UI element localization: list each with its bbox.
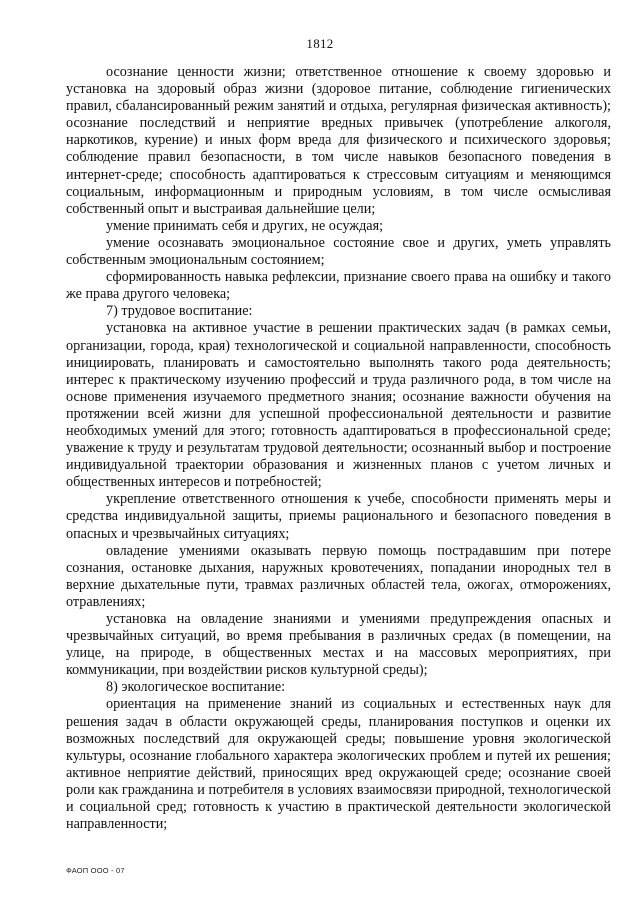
paragraph-responsible-study: укрепление ответственного отношения к учебе, способности применять меры и средства индивидуальной защиты, приемы рационального и безопасного поведения в опасных и чрезвычайных ситуациях; xyxy=(66,491,611,542)
paragraph-ecological-orientation: ориентация на применение знаний из социальных и естественных наук для решения задач в области окружающей среды, планирования поступков и оценки их возможных последствий для окружающей среды; повышение уровня экологической культуры, осознание глобального характера экологических проблем и путей их решения; активное неприятие действий, приносящих вред окружающей среде; осознание своей роли как гражданина и потребителя в условиях взаимосвязи природной, технологической и социальной сред; готовность к участию в практической деятельности экологической направленности; xyxy=(66,696,611,833)
paragraph-practical-tasks: установка на активное участие в решении практических задач (в рамках семьи, организации, города, края) технологической и социальной направленности, способность инициировать, планировать и самостоятельно выполнять такого рода деятельность; интерес к практическому изучению профессий и труда различного рода, в том числе на основе применения изучаемого предметного знания; осознание важности обучения на протяжении всей жизни для успешной профессиональной деятельности и развитие необходимых умений для этого; готовность адаптироваться в профессиональной среде; уважение к труду и результатам трудовой деятельности; осознанный выбор и построение индивидуальной траектории образования и жизненных планов с учетом личных и общественных интересов и потребностей; xyxy=(66,320,611,491)
paragraph-self-acceptance: умение принимать себя и других, не осуждая; xyxy=(106,217,384,234)
paragraph-health-awareness: осознание ценности жизни; ответственное отношение к своему здоровью и установка на здоровый образ жизни (здоровое питание, соблюдение гигиенических правил, сбалансированный режим занятий и отдыха, регулярная физическая активность); осознание последствий и неприятие вредных привычек (употребление алкоголя, наркотиков, курение) и иных форм вреда для физического и психического здоровья; соблюдение правил безопасности, в том числе навыков безопасного поведения в интернет-среде; способность адаптироваться к стрессовым ситуациям и меняющимся социальным, информационным и природным условиям, в том числе осмысливая собственный опыт и выстраивая дальнейшие цели; xyxy=(66,64,611,217)
document-body xyxy=(66,64,611,833)
paragraph-emergency-prevention: установка на овладение знаниями и умениями предупреждения опасных и чрезвычайных ситуаций, во время пребывания в различных средах (в помещении, на улице, на природе, в общественных местах и на массовых мероприятиях, при коммуникации, при воздействии рисков культурной среды); xyxy=(66,611,611,679)
paragraph-first-aid: овладение умениями оказывать первую помощь пострадавшим при потере сознания, остановке дыхания, наружных кровотечениях, попадании инородных тел в верхние дыхательные пути, травмах различных областей тела, ожогах, отморожениях, отравлениях; xyxy=(66,542,611,610)
section-heading-ecological-education: 8) экологическое воспитание: xyxy=(106,679,286,696)
paragraph-reflection-skill: сформированность навыка рефлексии, признание своего права на ошибку и такого же права другого человека; xyxy=(66,269,611,303)
section-heading-labor-education: 7) трудовое воспитание: xyxy=(106,303,253,320)
page-number: 1812 xyxy=(306,36,334,51)
paragraph-emotional-awareness: умение осознавать эмоциональное состояние свое и других, уметь управлять собственным эмоциональным состоянием; xyxy=(66,234,611,269)
document-footer-code: ФАОП ООО - 07 xyxy=(66,866,125,875)
